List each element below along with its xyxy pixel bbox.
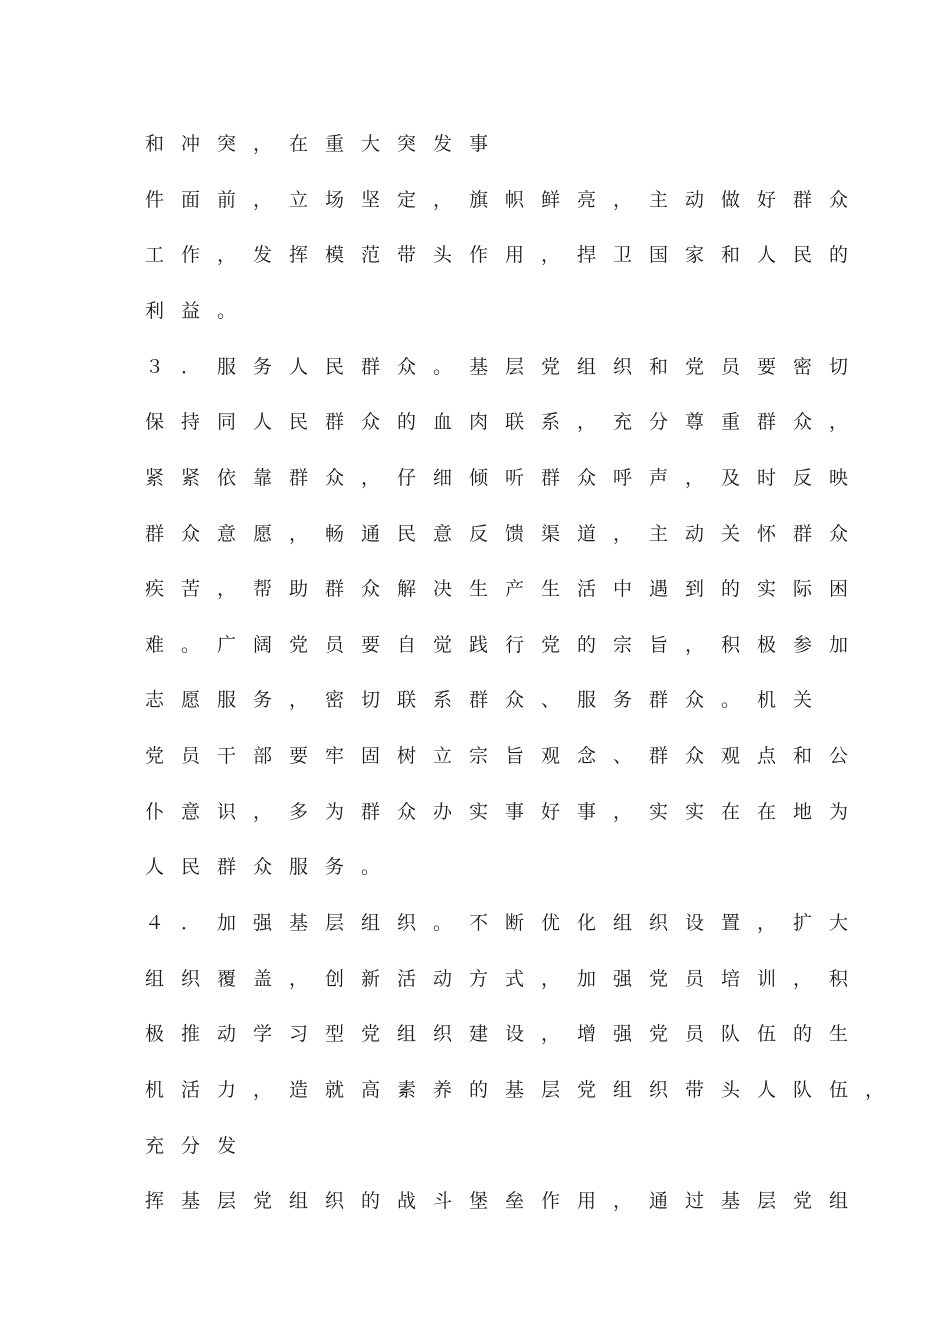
text-line: 件面前，立场坚定，旗帜鲜亮，主动做好群众 bbox=[145, 189, 866, 211]
text-line: 疾苦，帮助群众解决生产生活中遇到的实际困 bbox=[145, 578, 866, 600]
text-line: 利益。 bbox=[145, 300, 254, 322]
text-line: 充分发 bbox=[145, 1135, 254, 1157]
text-line: 群众意愿，畅通民意反馈渠道，主动关怀群众 bbox=[145, 523, 866, 545]
text-line: 组织覆盖，创新活动方式，加强党员培训，积 bbox=[145, 968, 866, 990]
text-line: 挥基层党组织的战斗堡垒作用，通过基层党组 bbox=[145, 1190, 866, 1212]
text-line: 仆意识，多为群众办实事好事，实实在在地为 bbox=[145, 801, 866, 823]
text-line: 人民群众服务。 bbox=[145, 856, 398, 878]
text-line: ４．加强基层组织。不断优化组织设置，扩大 bbox=[145, 912, 866, 934]
text-line: ３．服务人民群众。基层党组织和党员要密切 bbox=[145, 356, 866, 378]
text-line: 机活力，造就高素养的基层党组织带头人队伍， bbox=[145, 1079, 902, 1101]
text-line: 志愿服务，密切联系群众、服务群众。机关 bbox=[145, 689, 830, 711]
text-line: 保持同人民群众的血肉联系，充分尊重群众， bbox=[145, 411, 866, 433]
text-line: 难。广阔党员要自觉践行党的宗旨，积极参加 bbox=[145, 634, 866, 656]
text-line: 党员干部要牢固树立宗旨观念、群众观点和公 bbox=[145, 745, 866, 767]
text-line: 紧紧依靠群众，仔细倾听群众呼声，及时反映 bbox=[145, 467, 866, 489]
text-line: 极推动学习型党组织建设，增强党员队伍的生 bbox=[145, 1023, 866, 1045]
text-line: 工作，发挥模范带头作用，捍卫国家和人民的 bbox=[145, 244, 866, 266]
text-line: 和冲突，在重大突发事 bbox=[145, 133, 506, 155]
